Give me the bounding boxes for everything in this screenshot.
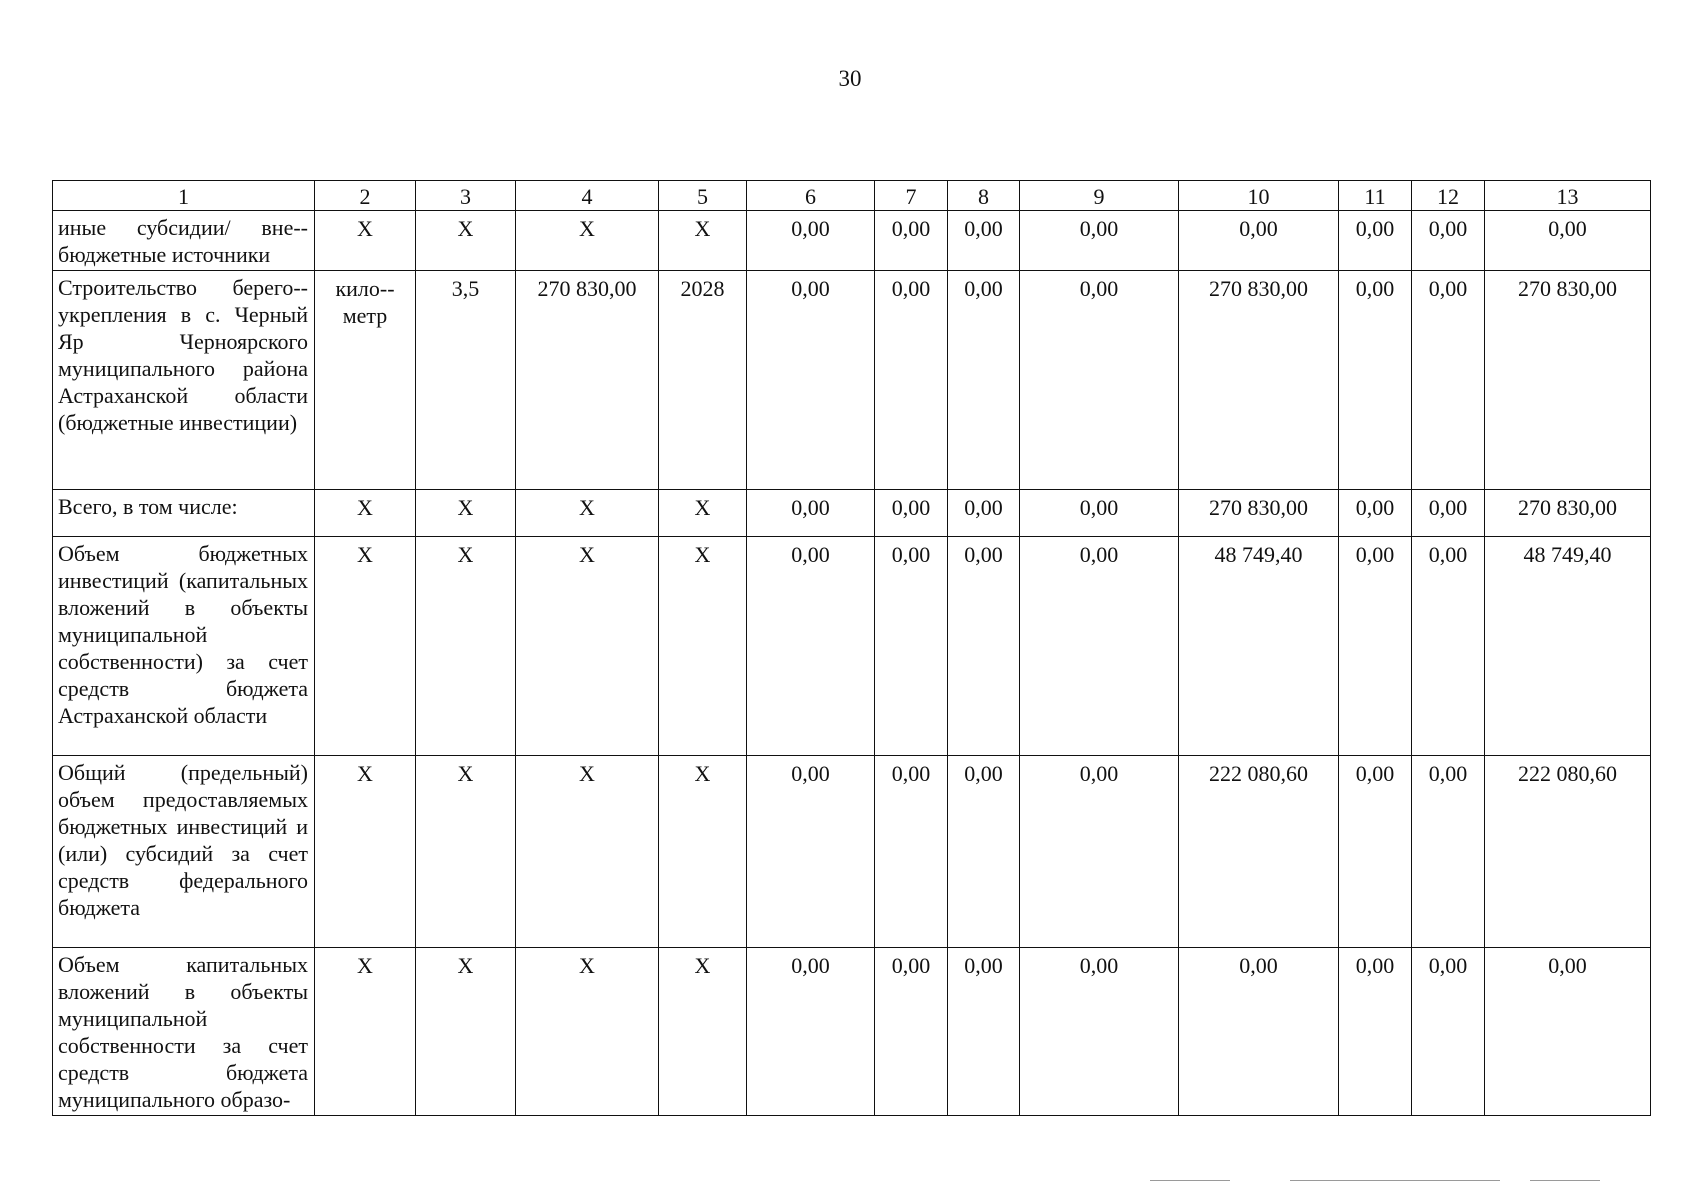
table-cell: 0,00 (1412, 211, 1485, 271)
table-cell: X (659, 948, 747, 1116)
scan-artifact-line (1530, 1180, 1600, 1181)
table-cell: 0,00 (875, 756, 948, 948)
table-cell: 0,00 (1485, 211, 1651, 271)
table-cell: 0,00 (1412, 271, 1485, 490)
table-cell: 0,00 (875, 948, 948, 1116)
table-row (53, 756, 1651, 948)
column-number: 7 (875, 181, 948, 211)
table-cell: X (315, 211, 416, 271)
table-cell: X (315, 490, 416, 537)
table-cell: 3,5 (416, 271, 516, 490)
table-cell: 0,00 (747, 537, 875, 756)
table-cell: X (315, 537, 416, 756)
table-cell: 0,00 (948, 756, 1020, 948)
table-row (53, 271, 1651, 490)
table-cell: 0,00 (747, 756, 875, 948)
column-number: 6 (747, 181, 875, 211)
table-cell: 0,00 (1020, 490, 1179, 537)
scan-artifact-line (1150, 1180, 1230, 1181)
row-label: Всего, в том числе: (53, 490, 315, 537)
table-cell: 0,00 (747, 948, 875, 1116)
table-cell: 0,00 (1412, 490, 1485, 537)
table-cell: 0,00 (1179, 948, 1339, 1116)
column-number: 9 (1020, 181, 1179, 211)
table-cell: 0,00 (1485, 948, 1651, 1116)
column-number: 3 (416, 181, 516, 211)
table-cell: X (659, 537, 747, 756)
table-cell: 0,00 (948, 271, 1020, 490)
scan-artifact-line (1290, 1180, 1500, 1181)
table-cell: 0,00 (747, 271, 875, 490)
table-cell: 0,00 (1339, 756, 1412, 948)
column-number: 10 (1179, 181, 1339, 211)
table-cell: X (516, 537, 659, 756)
column-number: 12 (1412, 181, 1485, 211)
table-cell: 0,00 (948, 948, 1020, 1116)
table-cell: 0,00 (948, 537, 1020, 756)
table-cell: 0,00 (875, 537, 948, 756)
table-cell: 270 830,00 (516, 271, 659, 490)
table-row (53, 537, 1651, 756)
table-cell: кило-метр (315, 271, 416, 490)
table-cell: X (416, 537, 516, 756)
table-cell: 270 830,00 (1179, 490, 1339, 537)
table-cell: 0,00 (875, 211, 948, 271)
table-cell: 0,00 (1020, 537, 1179, 756)
table-cell: 0,00 (948, 490, 1020, 537)
table-cell: 222 080,60 (1485, 756, 1651, 948)
row-label: Общий (предельный) объем предоставляемых бюджетных инвестиций и (или) субсидий за счет средств федерального бюджета (53, 756, 315, 948)
table-cell: X (659, 756, 747, 948)
table-cell: 0,00 (1339, 948, 1412, 1116)
table-cell: X (416, 211, 516, 271)
table-cell: 0,00 (747, 490, 875, 537)
row-label: иные субсидии/ вне-бюджетные источники (53, 211, 315, 271)
table-cell: X (315, 756, 416, 948)
table-cell: 48 749,40 (1179, 537, 1339, 756)
column-number: 2 (315, 181, 416, 211)
page-number: 30 (838, 66, 862, 91)
table-cell: 0,00 (1412, 948, 1485, 1116)
table-cell: X (315, 948, 416, 1116)
table-cell: 270 830,00 (1485, 271, 1651, 490)
table-cell: X (516, 490, 659, 537)
column-number-row (53, 181, 1651, 211)
column-number: 13 (1485, 181, 1651, 211)
table-cell: 222 080,60 (1179, 756, 1339, 948)
row-label: Объем капитальных вложений в объекты муниципальной собственности за счет средств бюджета муниципального образо- (53, 948, 315, 1116)
column-number: 8 (948, 181, 1020, 211)
row-label: Объем бюджетных инвестиций (капитальных вложений в объекты муниципальной собственности) за счет средств бюджета Астраханской области (53, 537, 315, 756)
table-cell: 270 830,00 (1485, 490, 1651, 537)
table-cell: X (516, 211, 659, 271)
table-cell: X (416, 756, 516, 948)
table-cell: X (516, 756, 659, 948)
table-row (53, 948, 1651, 1116)
table-cell: 0,00 (1412, 756, 1485, 948)
row-label: Строительство берего-укрепления в с. Черный Яр Черноярского муниципального района Астраханской области (бюджетные инвестиции) (53, 271, 315, 490)
table-cell: X (516, 948, 659, 1116)
table-cell: X (659, 211, 747, 271)
column-number: 11 (1339, 181, 1412, 211)
column-number: 4 (516, 181, 659, 211)
column-number: 5 (659, 181, 747, 211)
table-cell: 0,00 (1412, 537, 1485, 756)
table-cell: 0,00 (875, 271, 948, 490)
table-cell: 48 749,40 (1485, 537, 1651, 756)
table-cell: 0,00 (1339, 537, 1412, 756)
table-cell: 0,00 (1020, 211, 1179, 271)
table-cell: 0,00 (1339, 271, 1412, 490)
table-row (53, 490, 1651, 537)
table-cell: 0,00 (1020, 271, 1179, 490)
table-cell: X (416, 948, 516, 1116)
table-cell: 0,00 (1020, 948, 1179, 1116)
table-cell: 270 830,00 (1179, 271, 1339, 490)
table-cell: 0,00 (1020, 756, 1179, 948)
table-cell: 0,00 (948, 211, 1020, 271)
table-cell: 2028 (659, 271, 747, 490)
table-cell: X (659, 490, 747, 537)
table-cell: X (416, 490, 516, 537)
table-cell: 0,00 (1179, 211, 1339, 271)
column-number: 1 (53, 181, 315, 211)
table-cell: 0,00 (1339, 211, 1412, 271)
table-cell: 0,00 (747, 211, 875, 271)
budget-table (52, 180, 1651, 1116)
table-row (53, 211, 1651, 271)
table-cell: 0,00 (875, 490, 948, 537)
table-cell: 0,00 (1339, 490, 1412, 537)
